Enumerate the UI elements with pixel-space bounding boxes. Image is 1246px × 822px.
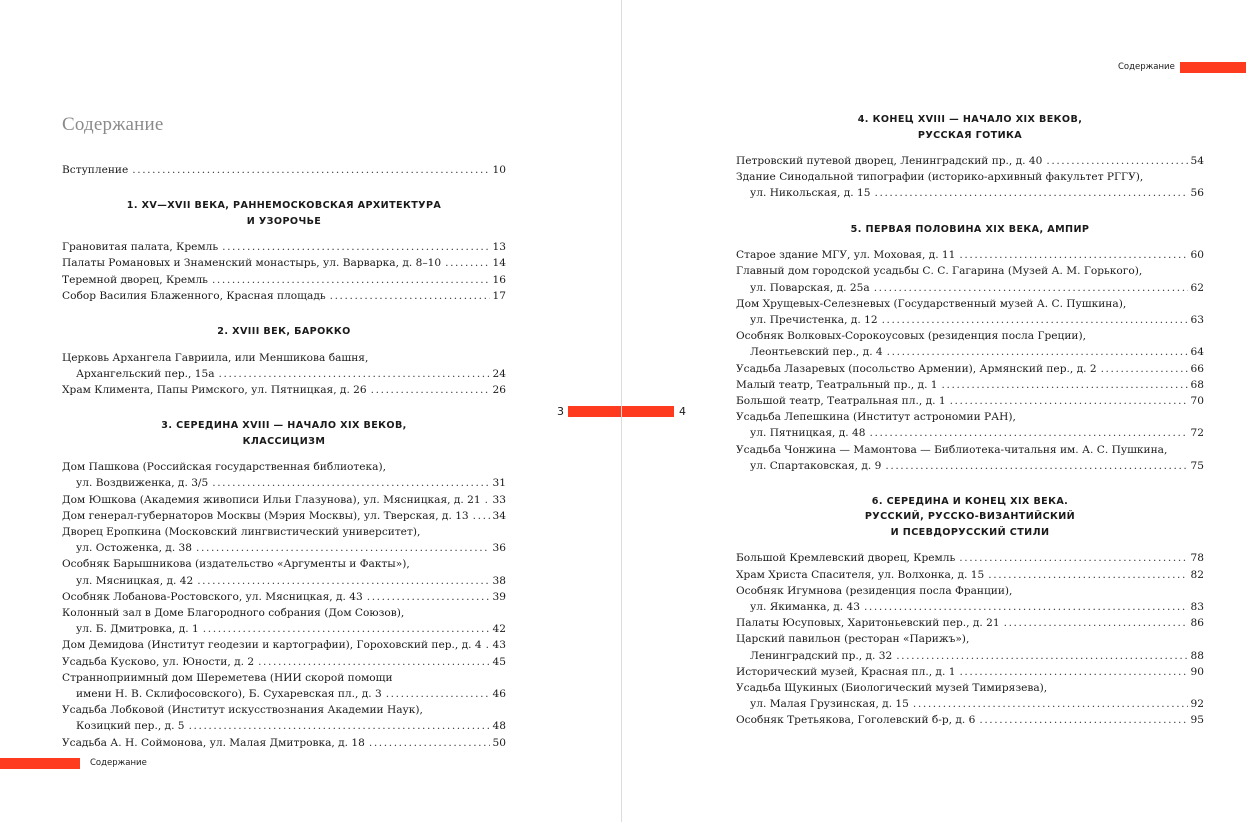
toc-entry-line [736,712,1204,728]
toc-entry-title: Особняк Барышникова (издательство «Аргументы и Факты»), [62,558,410,571]
toc-entry-line [736,185,1204,201]
toc-page-number: 66 [1190,362,1204,375]
section-heading-line: РУССКАЯ ГОТИКА [917,129,1023,141]
toc-entry-address: ул. Поварская, д. 25а [750,281,870,294]
toc-entry-title: Дом Юшкова (Академия живописи Ильи Глазунова), ул. Мясницкая, д. 21 [62,493,481,506]
section-heading-line: 5. ПЕРВАЯ ПОЛОВИНА XIX ВЕКА, АМПИР [850,223,1090,235]
toc-entry-line [62,637,506,653]
toc-entry-title: Усадьба Лазаревых (посольство Армении), Армянский пер., д. 2 [736,362,1097,375]
toc-page-number: 26 [492,383,506,396]
section-heading [62,324,506,340]
toc-entry-address: ул. Б. Дмитровка, д. 1 [76,623,199,636]
toc-left-column [62,162,506,751]
page-number-left: 3 [557,405,564,418]
toc-entry [736,631,1204,663]
toc-entry-line [62,686,506,702]
toc-page-number: 46 [492,687,506,700]
toc-entry-title: Большой Кремлевский дворец, Кремль [736,552,956,565]
toc-page-number: 42 [492,623,506,636]
toc-entry-title: Старое здание МГУ, ул. Моховая, д. 11 [736,249,956,262]
toc-page-number: 63 [1190,313,1204,326]
dot-leader [875,185,1188,201]
toc-entry-title: Здание Синодальной типографии (историко-архивный факультет РГГУ), [736,171,1144,184]
toc-entry-title: Усадьба Лепешкина (Институт астрономии РАН), [736,411,1016,424]
toc-entry-line [62,573,506,589]
page-number-bar-left [568,406,621,417]
toc-entry [736,567,1204,583]
page-title: Содержание [62,114,164,135]
toc-entry-line [736,361,1204,377]
dot-leader [258,654,489,670]
toc-page-number: 31 [492,477,506,490]
toc-page-number: 82 [1190,568,1204,581]
toc-entry-line [62,735,506,751]
toc-page-number: 86 [1190,617,1204,630]
dot-leader [371,382,490,398]
toc-page-number: 60 [1190,249,1204,262]
toc-page-number: 48 [492,720,506,733]
toc-entry [736,263,1204,295]
toc-entry-line [736,393,1204,409]
toc-entry-line [736,247,1204,263]
section-heading-line: 3. СЕРЕДИНА XVIII — НАЧАЛО XIX ВЕКОВ, [161,420,407,432]
section-heading-line: 6. СЕРЕДИНА И КОНЕЦ XIX ВЕКА. [871,495,1069,507]
toc-entry-address: Козицкий пер., д. 5 [76,720,185,733]
dot-leader [486,637,490,653]
toc-entry [62,702,506,734]
toc-entry [62,239,506,255]
toc-entry-title: Усадьба Щукиных (Биологический музей Тимирязева), [736,682,1048,695]
dot-leader [222,239,489,255]
toc-entry [736,153,1204,169]
section-heading-line: И УЗОРОЧЬЕ [246,215,322,227]
toc-page-number: 64 [1190,346,1204,359]
toc-entry [736,409,1204,441]
toc-entry [736,442,1204,474]
section-heading [62,198,506,229]
toc-entry-line [62,621,506,637]
toc-entry-title: Церковь Архангела Гавриила, или Меншикова башня, [62,351,369,364]
toc-entry [62,508,506,524]
toc-page-number: 10 [492,164,506,176]
toc-page-number: 62 [1190,281,1204,294]
toc-right-sections [736,112,1204,729]
toc-entry-title: Дом Демидова (Институт геодезии и картографии), Гороховский пер., д. 4 [62,639,482,652]
dot-leader [950,393,1188,409]
dot-leader [367,589,490,605]
dot-leader [959,664,1187,680]
toc-entry [62,382,506,398]
toc-entry-line [736,312,1204,328]
toc-entry-line [62,288,506,304]
toc-entry [62,556,506,588]
section-heading [736,222,1204,238]
toc-entry [62,605,506,637]
toc-entry-line [736,599,1204,615]
toc-page-number: 38 [492,574,506,587]
toc-page-number: 13 [492,241,506,254]
page-number-right: 4 [679,405,686,418]
toc-page-number: 78 [1190,552,1204,565]
dot-leader [959,550,1187,566]
toc-entry-line [62,382,506,398]
toc-entry-line [736,344,1204,360]
toc-entry [736,712,1204,728]
dot-leader [189,718,490,734]
toc-entry [62,350,506,382]
toc-entry-line [736,280,1204,296]
toc-entry [736,328,1204,360]
toc-entry-title: Малый театр, Театральный пр., д. 1 [736,378,938,391]
dot-leader [1004,615,1188,631]
toc-left-sections [62,198,506,751]
toc-entry-line [736,153,1204,169]
toc-page-number: 36 [492,542,506,555]
toc-entry-title: Теремной дворец, Кремль [62,273,208,286]
toc-entry [62,492,506,508]
dot-leader [988,567,1187,583]
dot-leader [485,492,490,508]
toc-entry-line [736,615,1204,631]
toc-entry-line [736,458,1204,474]
toc-entry-address: ул. Никольская, д. 15 [750,187,871,200]
toc-entry [736,361,1204,377]
toc-entry-title: Усадьба Лобковой (Институт искусствознания Академии Наук), [62,704,423,717]
toc-page-number: 72 [1190,427,1204,440]
toc-entry-title: Храм Климента, Папы Римского, ул. Пятницкая, д. 26 [62,383,367,396]
toc-entry-title: Дворец Еропкина (Московский лингвистический университет), [62,525,421,538]
toc-entry [736,247,1204,263]
dot-leader [330,288,490,304]
toc-entry [736,169,1204,201]
toc-entry [62,288,506,304]
dot-leader [979,712,1187,728]
toc-entry-line [736,648,1204,664]
toc-entry-line [62,475,506,491]
section-heading [62,418,506,449]
dot-leader [887,344,1188,360]
toc-entry [62,654,506,670]
toc-entry-line [62,492,506,508]
toc-entry [62,272,506,288]
footer-accent-bar [0,758,80,769]
toc-entry [62,459,506,491]
dot-leader [369,735,490,751]
toc-entry [62,589,506,605]
toc-entry-address: Леонтьевский пер., д. 4 [750,346,883,359]
toc-page-number: 83 [1190,601,1204,614]
toc-entry-address: ул. Малая Грузинская, д. 15 [750,698,909,711]
dot-leader [1046,153,1187,169]
dot-leader [212,475,489,491]
toc-page-number: 33 [492,493,506,506]
toc-entry [62,255,506,271]
toc-entry-line [736,664,1204,680]
toc-page-number: 17 [492,289,506,302]
toc-entry-title: Исторический музей, Красная пл., д. 1 [736,665,956,678]
section-heading-line: РУССКИЙ, РУССКО-ВИЗАНТИЙСКИЙ [864,511,1076,523]
toc-entry-title: Усадьба Чонжина — Мамонтова — Библиотека-читальня им. А. С. Пушкина, [736,443,1168,456]
dot-leader [197,573,489,589]
toc-entry-title: Главный дом городской усадьбы С. С. Гагарина (Музей А. М. Горького), [736,265,1143,278]
toc-entry-address: имени Н. В. Склифосовского), Б. Сухаревская пл., д. 3 [76,687,382,700]
dot-leader [882,312,1188,328]
dot-leader [959,247,1187,263]
toc-entry-address: ул. Пречистенка, д. 12 [750,313,878,326]
toc-page-number: 16 [492,273,506,286]
section-heading-line: 2. XVIII ВЕК, БАРОККО [217,326,351,338]
toc-entry-address: ул. Якиманка, д. 43 [750,601,860,614]
toc-entry [62,735,506,751]
toc-entry-title: Петровский путевой дворец, Ленинградский пр., д. 40 [736,155,1043,167]
page-number-bar-right [622,406,674,417]
toc-entry-line [62,589,506,605]
dot-leader [874,280,1188,296]
toc-entry-title: Особняк Игумнова (резиденция посла Франции), [736,584,1013,597]
toc-entry-title: Странноприимный дом Шереметева (НИИ скорой помощи [62,671,393,684]
toc-entry-address: ул. Пятницкая, д. 48 [750,427,866,440]
toc-entry-title: Особняк Волковых-Сорокоусовых (резиденция посла Греции), [736,330,1086,343]
toc-entry-line [736,696,1204,712]
section-heading-line: 4. КОНЕЦ XVIII — НАЧАЛО XIX ВЕКОВ, [857,114,1083,125]
toc-entry-title: Большой театр, Театральная пл., д. 1 [736,394,946,407]
section-heading-line: КЛАССИЦИЗМ [242,435,326,447]
dot-leader [386,686,490,702]
toc-entry-line [736,377,1204,393]
dot-leader [864,599,1188,615]
toc-entry [62,670,506,702]
dot-leader [473,508,490,524]
toc-entry [736,296,1204,328]
dot-leader [132,162,489,178]
toc-entry-title: Грановитая палата, Кремль [62,241,219,254]
toc-entry-title: Усадьба А. Н. Соймонова, ул. Малая Дмитровка, д. 18 [62,736,365,749]
toc-entry [736,377,1204,393]
toc-entry-line [62,508,506,524]
toc-entry-address: ул. Остоженка, д. 38 [76,542,193,555]
dot-leader [913,696,1188,712]
dot-leader [870,425,1188,441]
toc-page-number: 43 [492,639,506,652]
toc-entry [62,637,506,653]
toc-entry [62,524,506,556]
running-footer-left: Содержание [90,758,147,768]
toc-entry [736,550,1204,566]
toc-page-number: 50 [492,736,506,749]
toc-entry [736,680,1204,712]
section-heading-line: 1. XV—XVII ВЕКА, РАННЕМОСКОВСКАЯ АРХИТЕКТУРА [126,200,442,212]
toc-entry-title: Дом генерал-губернаторов Москвы (Мэрия Москвы), ул. Тверская, д. 13 [62,509,469,522]
toc-entry-line [736,550,1204,566]
header-accent-bar [1180,62,1246,73]
toc-page-number: 24 [492,367,506,380]
dot-leader [896,648,1187,664]
toc-entry [736,664,1204,680]
dot-leader [885,458,1187,474]
toc-entry-address: ул. Мясницкая, д. 42 [76,574,194,587]
toc-entry [736,393,1204,409]
dot-leader [1101,361,1188,377]
toc-entry-line [62,272,506,288]
toc-entry [736,615,1204,631]
toc-entry-title: Палаты Юсуповых, Харитоньевский пер., д. 21 [736,617,1000,630]
dot-leader [196,540,489,556]
toc-entry-title: Дом Хрущевых-Селезневых (Государственный музей А. С. Пушкина), [736,297,1127,310]
toc-entry-line [62,540,506,556]
section-heading [736,494,1204,541]
toc-entry-title: Колонный зал в Доме Благородного собрания (Дом Союзов), [62,606,405,619]
toc-page-number: 39 [492,590,506,603]
toc-entry-address: Архангельский пер., 15а [76,367,215,380]
toc-right-column [736,112,1204,729]
toc-entry-line [62,654,506,670]
toc-page-number: 88 [1190,649,1204,662]
toc-entry-title: Особняк Лобанова-Ростовского, ул. Мясницкая, д. 43 [62,590,363,603]
toc-page-number: 95 [1190,714,1204,727]
toc-entry-line [62,718,506,734]
toc-page-number: 68 [1190,378,1204,391]
toc-entry-title: Дом Пашкова (Российская государственная библиотека), [62,461,386,474]
toc-entry-line [62,366,506,382]
dot-leader [942,377,1188,393]
toc-entry-line [736,567,1204,583]
section-heading [736,112,1204,143]
toc-entry [736,583,1204,615]
page-left [0,0,621,822]
toc-page-number: 14 [492,257,506,270]
toc-page-number: 56 [1190,187,1204,200]
toc-page-number: 75 [1190,459,1204,472]
toc-entry-title: Палаты Романовых и Знаменский монастырь, ул. Варварка, д. 8–10 [62,257,442,270]
toc-page-number: 92 [1190,698,1204,711]
dot-leader [219,366,490,382]
toc-entry-line [62,239,506,255]
toc-entry-title: Особняк Третьякова, Гоголевский б-р, д. 6 [736,714,976,727]
toc-entry-title: Собор Василия Блаженного, Красная площадь [62,289,326,302]
toc-page-number: 70 [1190,394,1204,407]
toc-page-number: 90 [1190,665,1204,678]
toc-entry-title: Вступление [62,164,129,176]
toc-entry-title: Царский павильон (ресторан «Парижъ»), [736,633,970,646]
dot-leader [212,272,490,288]
toc-entry-title: Усадьба Кусково, ул. Юности, д. 2 [62,655,255,668]
toc-page-number: 34 [492,509,506,522]
toc-entry-title: Храм Христа Спасителя, ул. Волхонка, д. 15 [736,568,985,581]
toc-page-number: 54 [1190,155,1204,167]
toc-entry-line [62,255,506,271]
running-header-right: Содержание [1118,62,1175,72]
toc-entry-line [736,425,1204,441]
toc-entry-intro [62,162,506,178]
dot-leader [203,621,490,637]
toc-entry-address: ул. Воздвиженка, д. 3/5 [76,477,209,490]
section-heading-line: И ПСЕВДОРУССКИЙ СТИЛИ [890,526,1050,538]
toc-page-number: 45 [492,655,506,668]
page-right [622,0,1246,822]
toc-entry-address: Ленинградский пр., д. 32 [750,649,893,662]
toc-entry-address: ул. Спартаковская, д. 9 [750,459,882,472]
dot-leader [445,255,489,271]
